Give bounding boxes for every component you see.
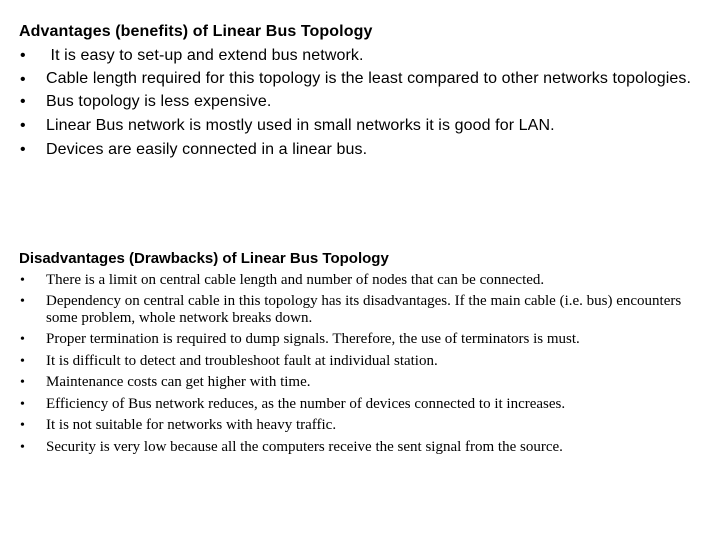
bullet-icon: •: [20, 47, 26, 64]
list-item-text: Dependency on central cable in this topology has its disadvantages. If the main cable (i.e. bus) encounters some problem, whole network breaks down.: [46, 293, 682, 326]
disadvantages-heading: Disadvantages (Drawbacks) of Linear Bus Topology: [19, 250, 389, 267]
list-item-text: Cable length required for this topology is the least compared to other networks topologies.: [46, 70, 692, 87]
bullet-icon: •: [20, 332, 25, 347]
list-item: [19, 138, 710, 162]
bullet-icon: •: [20, 141, 26, 158]
list-item: [19, 329, 710, 351]
disadvantages-list: [19, 270, 710, 459]
advantages-section: [19, 20, 710, 162]
bullet-icon: •: [20, 418, 25, 433]
bullet-icon: •: [20, 294, 25, 309]
list-item: [19, 90, 710, 114]
list-item: [19, 114, 710, 138]
list-item: [19, 44, 710, 68]
list-item-text: Security is very low because all the computers receive the sent signal from the source.: [46, 438, 563, 455]
list-item: [19, 291, 710, 329]
list-item-text: There is a limit on central cable length and number of nodes that can be connected.: [46, 271, 545, 288]
list-item: [19, 372, 710, 394]
bullet-icon: •: [20, 272, 25, 288]
disadvantages-section: [19, 248, 710, 458]
list-item-text: It is easy to set-up and extend bus network.: [46, 47, 364, 64]
bullet-icon: •: [20, 71, 26, 88]
list-item: [19, 68, 710, 90]
bullet-icon: •: [20, 396, 25, 412]
bullet-icon: •: [20, 375, 25, 390]
bullet-icon: •: [20, 353, 25, 369]
bullet-icon: •: [20, 117, 26, 134]
list-item-text: Efficiency of Bus network reduces, as the number of devices connected to it increases.: [46, 395, 566, 412]
list-item-text: It is difficult to detect and troubleshoot fault at individual station.: [46, 352, 438, 369]
list-item-text: Devices are easily connected in a linear bus.: [46, 141, 368, 158]
list-item-text: Bus topology is less expensive.: [46, 93, 272, 110]
advantages-list: [19, 44, 710, 162]
list-item-text: Linear Bus network is mostly used in small networks it is good for LAN.: [46, 117, 555, 134]
list-item: [19, 351, 710, 373]
bullet-icon: •: [20, 439, 25, 455]
list-item-text: Proper termination is required to dump signals. Therefore, the use of terminators is must.: [46, 331, 580, 347]
list-item: [19, 270, 710, 292]
bullet-icon: •: [20, 93, 26, 110]
list-item: [19, 437, 710, 459]
advantages-heading: Advantages (benefits) of Linear Bus Topology: [19, 23, 373, 40]
list-item: [19, 415, 710, 437]
list-item-text: Maintenance costs can get higher with time.: [46, 374, 311, 390]
list-item-text: It is not suitable for networks with heavy traffic.: [46, 417, 337, 433]
list-item: [19, 394, 710, 416]
